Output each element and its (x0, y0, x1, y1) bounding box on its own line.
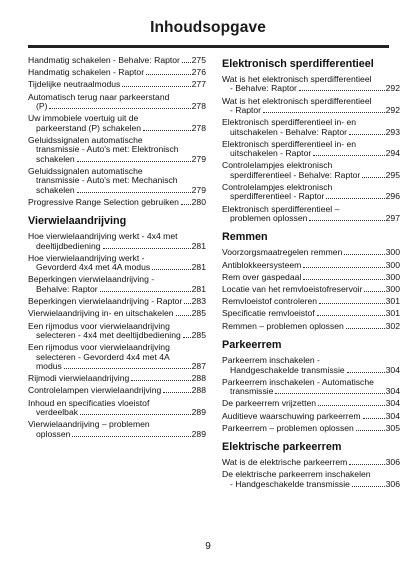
toc-entry-title: Een rijmodus voor vierwielaandrijving (28, 342, 170, 353)
toc-entry[interactable] (28, 322, 206, 341)
toc-page-number: 306 (385, 457, 400, 468)
toc-entry-title: Elektronisch sperdifferentieel in- en (222, 138, 357, 149)
toc-entry-title: Uw immobiele voertuig uit de (28, 113, 139, 124)
toc-page-number: 300 (385, 259, 400, 270)
toc-page-number: 289 (191, 428, 206, 439)
toc-page-number: 305 (385, 422, 400, 433)
toc-right-column (222, 58, 400, 492)
toc-entry[interactable] (28, 80, 206, 89)
toc-entry-title: Handmatig schakelen - Behalve: Raptor (28, 55, 180, 65)
toc-entry-title: Controlelampjes elektronisch (222, 160, 333, 171)
dot-leader (143, 130, 191, 131)
toc-entry[interactable] (28, 386, 206, 395)
toc-page-number: 300 (385, 284, 400, 295)
toc-entry[interactable] (222, 470, 400, 489)
title-divider (28, 45, 389, 48)
toc-entry-title: selecteren - Gevorderd 4x4 met 4A (36, 351, 170, 362)
toc-entry-title: Wat is het elektronisch sperdifferentieel (222, 74, 372, 84)
toc-entry[interactable] (28, 254, 206, 273)
toc-entry-title: Progressive Range Selection gebruiken (28, 196, 179, 207)
toc-page-number: 304 (385, 364, 400, 375)
dot-leader (317, 315, 385, 316)
toc-entry[interactable] (28, 297, 206, 306)
toc-entry[interactable] (222, 183, 400, 202)
dot-leader (313, 155, 384, 156)
toc-page-number: 304 (385, 410, 400, 421)
toc-entry-title: Controlelampen vierwielaandrijving (28, 385, 162, 396)
toc-entry[interactable] (222, 378, 400, 397)
toc-entry-title: Hoe vierwielaandrijving werkt - 4x4 met (28, 231, 178, 242)
toc-entry-title: Tijdelijke neutraalmodus (28, 79, 121, 90)
section-heading: Elektrische parkeerrem (222, 441, 342, 454)
toc-page-number: 289 (191, 406, 206, 417)
toc-page-number: 295 (385, 169, 400, 180)
toc-page-number: 278 (191, 101, 206, 112)
dot-leader (263, 112, 385, 113)
dot-leader (356, 430, 385, 431)
dot-leader (352, 486, 385, 487)
toc-entry[interactable] (28, 56, 206, 65)
toc-page-number: 294 (385, 148, 400, 159)
dot-leader (131, 380, 190, 381)
toc-page-number: 293 (385, 126, 400, 137)
dot-leader (80, 414, 191, 415)
dot-leader (347, 372, 385, 373)
toc-page-number: 304 (385, 386, 400, 397)
toc-entry-title: Handmatig schakelen - Raptor (28, 67, 145, 78)
toc-page-number: 279 (191, 184, 206, 195)
dot-leader (77, 161, 191, 162)
toc-entry[interactable] (222, 261, 400, 270)
dot-leader (309, 220, 384, 221)
toc-page-number: 287 (191, 360, 206, 371)
toc-entry-title: Antiblokkeersysteem (222, 259, 302, 270)
toc-page-number: 281 (191, 240, 206, 251)
dot-leader (146, 74, 191, 75)
toc-entry-title: sperdifferentieel - Behalve: Raptor (230, 169, 361, 180)
toc-entry-title: schakelen (36, 184, 75, 195)
toc-page-number: 292 (385, 105, 400, 116)
toc-entry[interactable] (28, 399, 206, 418)
toc-entry-title: transmissie (230, 386, 274, 397)
toc-entry-title: verdeelbak (36, 406, 79, 417)
section-heading: Parkeerrem (222, 339, 282, 352)
dot-leader (319, 303, 385, 304)
toc-entry-title: Parkeerrem – problemen oplossen (222, 422, 354, 433)
toc-entry-title: Remmen – problemen oplossen (222, 320, 344, 331)
toc-entry[interactable] (28, 374, 206, 383)
section-heading: Vierwielaandrijving (28, 215, 127, 228)
toc-entry-title: - Raptor (230, 105, 262, 116)
toc-entry[interactable] (222, 161, 400, 180)
toc-entry[interactable] (222, 297, 400, 306)
toc-entry-title: Inhoud en specificaties vloeistof (28, 397, 150, 408)
toc-entry-title: Behalve: Raptor (36, 283, 98, 294)
toc-entry[interactable] (222, 75, 400, 94)
toc-entry-title: Automatisch terug naar parkeerstand (28, 91, 170, 102)
toc-left-column (28, 56, 206, 442)
section-heading: Remmen (222, 231, 268, 244)
toc-entry-title: Elektronisch sperdifferentieel in- en (222, 117, 357, 128)
toc-entry-title: sperdifferentieel - Raptor (230, 191, 325, 202)
toc-page-number: 279 (191, 153, 206, 164)
toc-entry[interactable] (28, 420, 206, 439)
dot-leader (184, 303, 190, 304)
toc-entry-title: Controlelampjes elektronisch (222, 182, 333, 193)
dot-leader (183, 337, 191, 338)
toc-entry-title: - Behalve: Raptor (230, 83, 297, 94)
toc-entry[interactable] (28, 275, 206, 294)
toc-page-number: 304 (385, 398, 400, 409)
toc-page-number: 277 (191, 79, 206, 90)
toc-entry-title: Hoe vierwielaandrijving werkt - (28, 252, 145, 263)
toc-entry-title: Wat is de elektrische parkeerrem (222, 457, 348, 468)
toc-entry-title: Geluidssignalen automatische (28, 165, 143, 176)
page-number: 9 (205, 541, 211, 552)
toc-entry[interactable] (28, 93, 206, 112)
toc-entry[interactable] (222, 322, 400, 331)
toc-page-number: 302 (385, 320, 400, 331)
toc-page-number: 285 (191, 329, 206, 340)
toc-entry-title: (P) (36, 101, 48, 112)
dot-leader (163, 392, 190, 393)
toc-entry-title: Handgeschakelde transmissie (230, 364, 345, 375)
toc-page-number: 301 (385, 308, 400, 319)
toc-entry[interactable] (28, 309, 206, 318)
toc-page-number: 276 (191, 67, 206, 78)
toc-entry[interactable] (222, 356, 400, 375)
toc-entry-title: Beperkingen vierwielaandrijving - (28, 274, 155, 285)
dot-leader (64, 368, 191, 369)
dot-leader (362, 177, 384, 178)
toc-entry-title: Auditieve waarschuwing parkeerrem (222, 410, 361, 421)
toc-page-number: 306 (385, 478, 400, 489)
toc-entry-title: De parkeerrem vrijzetten (222, 398, 317, 409)
toc-entry-title: Vierwielaandrijving in- en uitschakelen (28, 308, 174, 319)
dot-leader (103, 248, 191, 249)
dot-leader (182, 62, 191, 63)
toc-entry[interactable] (28, 114, 206, 133)
dot-leader (299, 90, 385, 91)
toc-entry[interactable] (28, 343, 206, 371)
toc-entry[interactable] (222, 458, 400, 467)
toc-entry[interactable] (28, 198, 206, 207)
toc-entry-title: Vierwielaandrijving – problemen (28, 419, 150, 430)
toc-page-number: 288 (191, 385, 206, 396)
toc-entry-title: transmissie - Auto's met: Elektronisch (36, 144, 179, 155)
toc-entry-title: Specificatie remvloeistof (222, 308, 315, 319)
toc-entry[interactable] (222, 273, 400, 282)
toc-entry[interactable] (28, 167, 206, 195)
toc-entry[interactable] (222, 309, 400, 318)
toc-page-number: 300 (385, 247, 400, 258)
page-title: Inhoudsopgave (150, 19, 266, 36)
toc-entry-title: - Handgeschakelde transmissie (230, 478, 350, 489)
toc-entry-title: Elektronisch sperdifferentieel – (222, 203, 340, 214)
toc-page-number: 285 (191, 308, 206, 319)
dot-leader (349, 464, 384, 465)
toc-page-number: 280 (191, 196, 206, 207)
toc-page-number: 296 (385, 191, 400, 202)
toc-entry-title: Een rijmodus voor vierwielaandrijving (28, 320, 170, 331)
toc-entry-title: Beperkingen vierwielaandrijving - Raptor (28, 296, 183, 307)
toc-entry-title: deeltijdbediening (36, 240, 101, 251)
toc-entry-title: selecteren - 4x4 met deeltijdbediening (36, 329, 181, 340)
toc-entry-title: Wat is het elektronisch sperdifferentieel (222, 95, 372, 106)
dot-leader (49, 108, 190, 109)
toc-entry[interactable] (222, 118, 400, 137)
dot-leader (72, 436, 190, 437)
toc-entry-title: parkeerstand (P) schakelen (36, 122, 142, 133)
dot-leader (77, 192, 191, 193)
toc-page-number: 278 (191, 122, 206, 133)
dot-leader (349, 134, 385, 135)
toc-entry[interactable] (28, 68, 206, 77)
dot-leader (100, 291, 191, 292)
dot-leader (152, 269, 190, 270)
dot-leader (303, 267, 384, 268)
toc-entry-title: uitschakelen - Behalve: Raptor (230, 126, 348, 137)
toc-page-number: 288 (191, 373, 206, 384)
dot-leader (363, 418, 385, 419)
dot-leader (176, 315, 191, 316)
dot-leader (275, 393, 384, 394)
toc-entry-title: transmissie - Auto's met: Mechanisch (36, 175, 178, 186)
toc-page-number: 300 (385, 271, 400, 282)
toc-entry[interactable] (222, 205, 400, 224)
dot-leader (303, 279, 384, 280)
dot-leader (122, 86, 190, 87)
toc-entry[interactable] (222, 248, 400, 257)
dot-leader (318, 405, 385, 406)
toc-page-number: 281 (191, 262, 206, 273)
toc-entry[interactable] (222, 97, 400, 116)
toc-page-number: 275 (191, 55, 206, 65)
toc-entry-title: Locatie van het remvloeistofreservoir (222, 284, 363, 295)
toc-entry-title: Rijmodi vierwielaandrijving (28, 373, 130, 384)
toc-entry-title: Parkeerrem inschakelen - Automatische (222, 376, 374, 387)
dot-leader (364, 291, 384, 292)
dot-leader (181, 204, 191, 205)
toc-entry-title: Gevorderd 4x4 met 4A modus (36, 262, 151, 273)
toc-entry-title: Voorzorgsmaatregelen remmen (222, 247, 343, 258)
toc-entry-title: Parkeerrem inschakelen - (222, 355, 320, 366)
toc-entry-title: modus (36, 360, 62, 371)
toc-entry[interactable] (28, 136, 206, 164)
toc-entry[interactable] (222, 399, 400, 408)
dot-leader (326, 198, 384, 199)
toc-page-number: 301 (385, 296, 400, 307)
toc-entry-title: uitschakelen - Raptor (230, 148, 312, 159)
toc-entry-title: oplossen (36, 428, 71, 439)
toc-entry[interactable] (222, 424, 400, 433)
dot-leader (344, 254, 384, 255)
section-heading: Elektronisch sperdifferentieel (222, 58, 374, 70)
dot-leader (346, 328, 385, 329)
toc-entry-title: Rem over gaspedaal (222, 271, 302, 282)
toc-page-number: 281 (191, 283, 206, 294)
toc-page-number: 292 (385, 83, 400, 94)
toc-page-number: 283 (191, 296, 206, 307)
toc-entry-title: Geluidssignalen automatische (28, 134, 143, 145)
toc-entry-title: Remvloeistof controleren (222, 296, 318, 307)
toc-entry[interactable] (222, 412, 400, 421)
toc-entry[interactable] (222, 140, 400, 159)
toc-entry-title: De elektrische parkeerrem inschakelen (222, 469, 371, 480)
toc-page-number: 297 (385, 213, 400, 224)
toc-entry-title: problemen oplossen (230, 213, 308, 224)
toc-entry[interactable] (222, 285, 400, 294)
toc-entry-title: schakelen (36, 153, 75, 164)
toc-entry[interactable] (28, 232, 206, 251)
